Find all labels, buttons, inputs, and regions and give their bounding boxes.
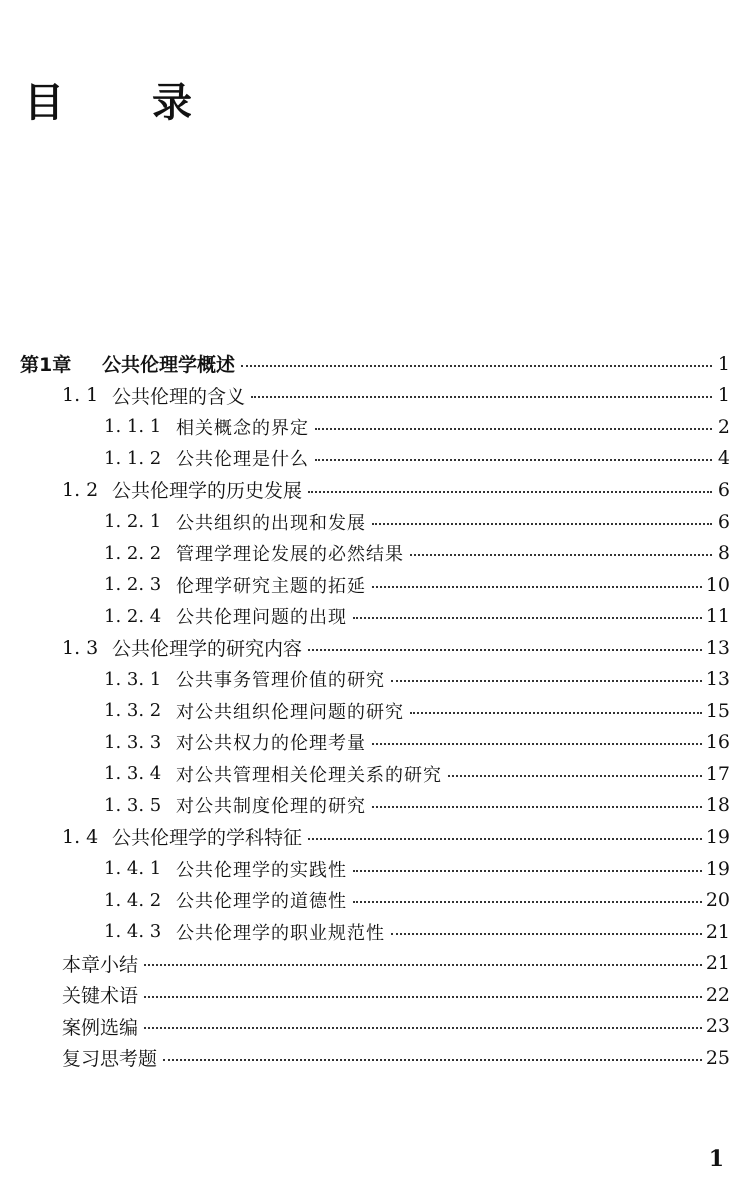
toc-page: 6 xyxy=(717,478,730,501)
toc-number: 1. 2. 4 xyxy=(104,605,162,627)
toc-subsection-1-1-1[interactable] xyxy=(0,411,750,443)
dot-leader xyxy=(144,1027,702,1029)
toc-number: 1. 3. 1 xyxy=(104,668,162,690)
toc-number: 1. 4. 2 xyxy=(104,889,162,911)
dot-leader xyxy=(372,586,702,588)
toc-page: 6 xyxy=(717,510,730,533)
toc-chapter-summary[interactable] xyxy=(0,947,750,979)
toc-number: 1. 2. 2 xyxy=(104,542,162,564)
toc-page: 25 xyxy=(705,1046,730,1069)
dot-leader xyxy=(410,554,712,556)
toc-page: 1 xyxy=(717,352,730,375)
toc-section-1-3[interactable] xyxy=(0,632,750,664)
toc-title: 复习思考题 xyxy=(62,1048,158,1071)
toc-number: 1. 3. 5 xyxy=(104,794,162,816)
toc-title: 管理学理论发展的必然结果 xyxy=(176,544,404,566)
dot-leader xyxy=(251,396,712,398)
toc-page: 19 xyxy=(705,857,730,880)
toc-page: 4 xyxy=(717,447,730,470)
toc-number: 1. 2. 3 xyxy=(104,574,162,596)
toc-title: 公共事务管理价值的研究 xyxy=(176,670,385,692)
toc-number: 1. 1. 2 xyxy=(104,447,162,469)
toc-title: 公共伦理学的历史发展 xyxy=(112,480,303,503)
dot-leader xyxy=(391,933,702,935)
toc-page: 2 xyxy=(717,415,730,438)
dot-leader xyxy=(353,870,702,872)
toc-number: 第1章 xyxy=(20,354,72,377)
toc-page: 13 xyxy=(705,636,730,659)
toc-title: 本章小结 xyxy=(62,953,139,976)
toc-title: 对公共管理相关伦理关系的研究 xyxy=(176,764,442,786)
toc-title: 公共组织的出现和发展 xyxy=(176,512,366,534)
dot-leader xyxy=(241,365,712,367)
toc-number: 1. 3 xyxy=(62,636,99,659)
toc-number: 1. 4 xyxy=(62,825,99,848)
page-number: 1 xyxy=(708,1146,724,1172)
toc-subsection-1-1-2[interactable] xyxy=(0,443,750,475)
toc-number: 1. 1 xyxy=(62,384,99,407)
toc-page: 10 xyxy=(705,573,730,596)
dot-leader xyxy=(308,649,702,651)
toc-title: 公共伦理问题的出现 xyxy=(176,607,347,629)
toc-subsection-1-2-4[interactable] xyxy=(0,600,750,632)
toc-subsection-1-4-1[interactable] xyxy=(0,853,750,885)
dot-leader xyxy=(353,617,702,619)
page-title-right: 录 xyxy=(152,80,192,126)
toc-title: 公共伦理学的学科特征 xyxy=(112,827,303,850)
dot-leader xyxy=(353,901,702,903)
toc-title: 公共伦理学的研究内容 xyxy=(112,638,303,661)
dot-leader xyxy=(372,523,712,525)
toc-key-terms[interactable] xyxy=(0,979,750,1011)
toc-page: 19 xyxy=(705,825,730,848)
toc-page: 11 xyxy=(705,605,730,628)
toc-title: 对公共组织伦理问题的研究 xyxy=(176,701,404,723)
toc-case-studies[interactable] xyxy=(0,1010,750,1042)
page-title-left: 目 xyxy=(24,80,64,126)
toc-section-1-2[interactable] xyxy=(0,474,750,506)
toc-subsection-1-3-4[interactable] xyxy=(0,758,750,790)
toc-subsection-1-3-2[interactable] xyxy=(0,695,750,727)
toc-subsection-1-3-1[interactable] xyxy=(0,663,750,695)
toc-title: 相关概念的界定 xyxy=(176,417,309,439)
toc-title: 公共伦理学的职业规范性 xyxy=(176,922,385,944)
toc-number: 1. 1. 1 xyxy=(104,416,162,438)
toc-title: 案例选编 xyxy=(62,1016,139,1039)
toc-subsection-1-4-2[interactable] xyxy=(0,884,750,916)
toc-page: 21 xyxy=(705,920,730,943)
toc-number: 1. 3. 2 xyxy=(104,700,162,722)
toc-subsection-1-3-5[interactable] xyxy=(0,790,750,822)
toc-title: 对公共权力的伦理考量 xyxy=(176,733,366,755)
dot-leader xyxy=(308,838,702,840)
toc-subsection-1-2-1[interactable] xyxy=(0,506,750,538)
toc-title: 伦理学研究主题的拓延 xyxy=(176,575,366,597)
toc-page: 21 xyxy=(705,952,730,975)
toc-title: 公共伦理学概述 xyxy=(102,354,236,377)
dot-leader xyxy=(315,459,712,461)
dot-leader xyxy=(410,712,702,714)
dot-leader xyxy=(372,743,702,745)
toc-title: 公共伦理学的道德性 xyxy=(176,891,347,913)
toc-subsection-1-2-3[interactable] xyxy=(0,569,750,601)
toc-page: 16 xyxy=(705,731,730,754)
toc-title: 公共伦理是什么 xyxy=(176,449,309,471)
toc-page: 13 xyxy=(705,668,730,691)
toc-page: 20 xyxy=(705,889,730,912)
dot-leader xyxy=(372,806,702,808)
dot-leader xyxy=(391,680,702,682)
toc-section-1-1[interactable] xyxy=(0,380,750,412)
toc-title: 对公共制度伦理的研究 xyxy=(176,796,366,818)
toc-subsection-1-4-3[interactable] xyxy=(0,916,750,948)
dot-leader xyxy=(144,964,702,966)
toc-subsection-1-3-3[interactable] xyxy=(0,727,750,759)
toc-page: 17 xyxy=(705,762,730,785)
table-of-contents xyxy=(0,348,750,1074)
toc-title: 公共伦理的含义 xyxy=(112,385,246,408)
dot-leader xyxy=(308,491,712,493)
toc-page: 23 xyxy=(705,1015,730,1038)
toc-chapter-1[interactable] xyxy=(0,348,750,380)
toc-section-1-4[interactable] xyxy=(0,821,750,853)
toc-page: 18 xyxy=(705,794,730,817)
dot-leader xyxy=(315,428,712,430)
toc-number: 1. 2 xyxy=(62,478,99,501)
dot-leader xyxy=(448,775,702,777)
dot-leader xyxy=(144,996,702,998)
toc-page: 1 xyxy=(717,384,730,407)
toc-title: 关键术语 xyxy=(62,985,139,1008)
page-title xyxy=(24,78,192,128)
toc-title: 公共伦理学的实践性 xyxy=(176,859,347,881)
dot-leader xyxy=(163,1059,702,1061)
toc-number: 1. 4. 3 xyxy=(104,921,162,943)
toc-subsection-1-2-2[interactable] xyxy=(0,537,750,569)
toc-number: 1. 2. 1 xyxy=(104,511,162,532)
toc-page: 8 xyxy=(717,542,730,565)
toc-number: 1. 3. 4 xyxy=(104,763,162,785)
toc-number: 1. 4. 1 xyxy=(104,858,162,880)
toc-page: 15 xyxy=(705,699,730,722)
toc-number: 1. 3. 3 xyxy=(104,731,162,753)
toc-review-questions[interactable] xyxy=(0,1042,750,1074)
toc-page: 22 xyxy=(705,983,730,1006)
